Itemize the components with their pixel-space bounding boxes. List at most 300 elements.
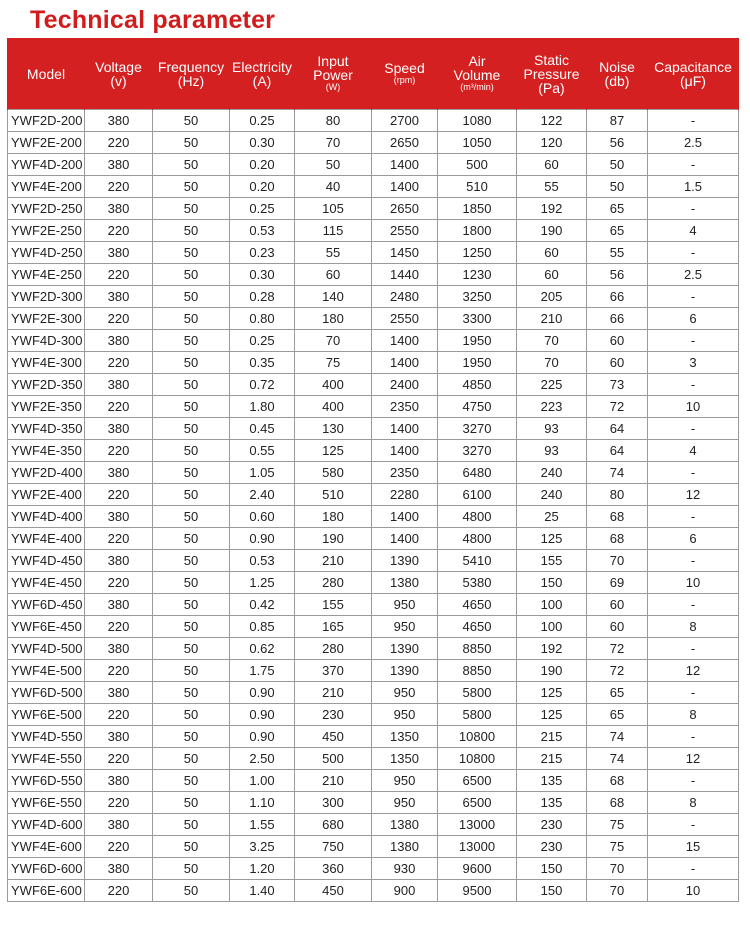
table-cell: 60 — [587, 352, 648, 374]
table-cell: 380 — [85, 594, 153, 616]
table-cell: 950 — [372, 682, 438, 704]
column-header-unit: (W) — [325, 82, 341, 92]
table-cell: 1.00 — [230, 770, 295, 792]
table-cell: - — [648, 286, 739, 308]
table-cell: 2280 — [372, 484, 438, 506]
table-cell: 380 — [85, 462, 153, 484]
table-cell: 1950 — [438, 330, 517, 352]
model-cell: YWF4E-550 — [8, 748, 85, 770]
column-header-label: Pressure — [523, 65, 580, 82]
table-header-row — [8, 38, 739, 110]
table-cell: 9600 — [438, 858, 517, 880]
table-cell: 220 — [85, 572, 153, 594]
table-cell: 10 — [648, 880, 739, 902]
table-cell: 0.90 — [230, 682, 295, 704]
table-row — [8, 858, 739, 880]
table-cell: 4800 — [438, 506, 517, 528]
table-cell: 0.90 — [230, 528, 295, 550]
column-header-unit: (v) — [110, 72, 127, 89]
table-cell: 0.55 — [230, 440, 295, 462]
table-cell: 215 — [517, 748, 587, 770]
table-cell: 75 — [587, 836, 648, 858]
table-row — [8, 682, 739, 704]
table-cell: 125 — [295, 440, 372, 462]
table-cell: - — [648, 638, 739, 660]
table-cell: 10 — [648, 396, 739, 418]
model-cell: YWF4D-550 — [8, 726, 85, 748]
model-cell: YWF6E-450 — [8, 616, 85, 638]
table-cell: 580 — [295, 462, 372, 484]
table-cell: 68 — [587, 506, 648, 528]
table-cell: 125 — [517, 682, 587, 704]
table-cell: 450 — [295, 880, 372, 902]
table-cell: 9500 — [438, 880, 517, 902]
column-header-unit: (Pa) — [538, 79, 565, 96]
table-row — [8, 110, 739, 132]
table-cell: 70 — [295, 132, 372, 154]
table-cell: 50 — [153, 308, 230, 330]
table-cell: 450 — [295, 726, 372, 748]
table-cell: 8 — [648, 704, 739, 726]
table-cell: 50 — [153, 770, 230, 792]
table-cell: 230 — [295, 704, 372, 726]
table-cell: 225 — [517, 374, 587, 396]
table-cell: 50 — [587, 176, 648, 198]
model-cell: YWF2D-300 — [8, 286, 85, 308]
table-cell: 220 — [85, 528, 153, 550]
table-cell: 68 — [587, 770, 648, 792]
table-cell: 135 — [517, 770, 587, 792]
table-cell: 380 — [85, 506, 153, 528]
table-row — [8, 374, 739, 396]
table-cell: 192 — [517, 198, 587, 220]
table-cell: 50 — [153, 594, 230, 616]
model-cell: YWF4D-450 — [8, 550, 85, 572]
table-cell: 70 — [587, 880, 648, 902]
table-cell: 56 — [587, 264, 648, 286]
table-cell: 0.90 — [230, 726, 295, 748]
table-cell: 74 — [587, 726, 648, 748]
table-cell: 1400 — [372, 352, 438, 374]
table-cell: 0.80 — [230, 308, 295, 330]
table-row — [8, 770, 739, 792]
table-cell: 380 — [85, 858, 153, 880]
model-cell: YWF6D-600 — [8, 858, 85, 880]
model-cell: YWF6D-450 — [8, 594, 85, 616]
table-cell: 1.05 — [230, 462, 295, 484]
table-cell: 2.40 — [230, 484, 295, 506]
table-cell: 240 — [517, 484, 587, 506]
column-header — [587, 38, 648, 110]
table-cell: 3 — [648, 352, 739, 374]
table-cell: 64 — [587, 440, 648, 462]
model-cell: YWF4E-250 — [8, 264, 85, 286]
table-cell: 68 — [587, 792, 648, 814]
table-cell: 220 — [85, 264, 153, 286]
table-cell: 950 — [372, 616, 438, 638]
table-row — [8, 198, 739, 220]
table-row — [8, 462, 739, 484]
table-cell: 220 — [85, 352, 153, 374]
table-cell: 510 — [295, 484, 372, 506]
table-cell: 75 — [295, 352, 372, 374]
table-row — [8, 704, 739, 726]
table-cell: 2350 — [372, 396, 438, 418]
table-cell: 180 — [295, 308, 372, 330]
table-cell: 50 — [153, 176, 230, 198]
table-cell: 220 — [85, 616, 153, 638]
table-cell: 3250 — [438, 286, 517, 308]
table-cell: 73 — [587, 374, 648, 396]
table-row — [8, 594, 739, 616]
table-cell: 930 — [372, 858, 438, 880]
table-cell: - — [648, 418, 739, 440]
table-row — [8, 836, 739, 858]
table-row — [8, 550, 739, 572]
table-cell: 1250 — [438, 242, 517, 264]
table-cell: 50 — [153, 242, 230, 264]
column-header-unit: (A) — [252, 72, 272, 89]
table-cell: 3.25 — [230, 836, 295, 858]
table-cell: 210 — [517, 308, 587, 330]
column-header — [153, 38, 230, 110]
table-row — [8, 176, 739, 198]
table-cell: 50 — [153, 396, 230, 418]
column-header — [8, 38, 85, 110]
column-header-label: Speed — [384, 60, 425, 76]
table-cell: 135 — [517, 792, 587, 814]
table-cell: 50 — [153, 418, 230, 440]
column-header-label: Power — [313, 67, 353, 83]
table-cell: 70 — [517, 330, 587, 352]
table-cell: 72 — [587, 396, 648, 418]
table-cell: 70 — [517, 352, 587, 374]
table-cell: 125 — [517, 528, 587, 550]
model-cell: YWF6E-600 — [8, 880, 85, 902]
table-cell: 8850 — [438, 660, 517, 682]
table-row — [8, 308, 739, 330]
table-cell: 65 — [587, 220, 648, 242]
table-cell: 190 — [295, 528, 372, 550]
table-cell: 0.45 — [230, 418, 295, 440]
table-cell: 4800 — [438, 528, 517, 550]
table-cell: 40 — [295, 176, 372, 198]
table-cell: 210 — [295, 682, 372, 704]
table-cell: 1080 — [438, 110, 517, 132]
table-cell: 50 — [153, 220, 230, 242]
table-cell: 2480 — [372, 286, 438, 308]
table-row — [8, 880, 739, 902]
table-cell: 0.85 — [230, 616, 295, 638]
column-header — [372, 38, 438, 110]
table-cell: 65 — [587, 704, 648, 726]
table-cell: 1390 — [372, 638, 438, 660]
table-row — [8, 638, 739, 660]
table-cell: 1.40 — [230, 880, 295, 902]
table-cell: 50 — [153, 836, 230, 858]
model-cell: YWF2D-350 — [8, 374, 85, 396]
table-cell: 1400 — [372, 440, 438, 462]
table-cell: 50 — [153, 704, 230, 726]
column-header — [648, 38, 739, 110]
table-cell: 0.25 — [230, 198, 295, 220]
page-title: Technical parameter — [30, 6, 276, 34]
column-header-label: Input — [317, 53, 349, 69]
table-cell: 4850 — [438, 374, 517, 396]
table-cell: 50 — [153, 286, 230, 308]
table-cell: 50 — [153, 660, 230, 682]
table-cell: 50 — [153, 638, 230, 660]
table-cell: 10 — [648, 572, 739, 594]
table-cell: 50 — [153, 506, 230, 528]
table-cell: 12 — [648, 748, 739, 770]
table-row — [8, 814, 739, 836]
table-cell: 380 — [85, 110, 153, 132]
table-cell: 1380 — [372, 836, 438, 858]
table-cell: 380 — [85, 418, 153, 440]
table-cell: 190 — [517, 660, 587, 682]
table-cell: 12 — [648, 660, 739, 682]
table-cell: 130 — [295, 418, 372, 440]
table-cell: 1350 — [372, 748, 438, 770]
table-cell: 0.62 — [230, 638, 295, 660]
table-cell: 12 — [648, 484, 739, 506]
model-cell: YWF2D-250 — [8, 198, 85, 220]
table-cell: 950 — [372, 770, 438, 792]
table-cell: 1400 — [372, 176, 438, 198]
model-cell: YWF2E-400 — [8, 484, 85, 506]
model-cell: YWF2E-250 — [8, 220, 85, 242]
model-cell: YWF2E-350 — [8, 396, 85, 418]
table-cell: 0.72 — [230, 374, 295, 396]
table-row — [8, 528, 739, 550]
column-header — [517, 38, 587, 110]
table-cell: 2.5 — [648, 264, 739, 286]
table-cell: 1440 — [372, 264, 438, 286]
table-cell: 1.25 — [230, 572, 295, 594]
table-cell: 1.10 — [230, 792, 295, 814]
model-cell: YWF4E-200 — [8, 176, 85, 198]
table-cell: 66 — [587, 286, 648, 308]
table-cell: 25 — [517, 506, 587, 528]
table-cell: 500 — [295, 748, 372, 770]
table-cell: 0.30 — [230, 264, 295, 286]
table-cell: 150 — [517, 572, 587, 594]
table-cell: 1400 — [372, 418, 438, 440]
table-cell: 8 — [648, 616, 739, 638]
table-cell: 1950 — [438, 352, 517, 374]
model-cell: YWF4E-350 — [8, 440, 85, 462]
table-row — [8, 748, 739, 770]
column-header-unit: (db) — [604, 72, 630, 89]
table-cell: 400 — [295, 396, 372, 418]
table-cell: 2.50 — [230, 748, 295, 770]
table-cell: - — [648, 110, 739, 132]
model-cell: YWF4E-600 — [8, 836, 85, 858]
model-cell: YWF2E-200 — [8, 132, 85, 154]
table-cell: 105 — [295, 198, 372, 220]
model-cell: YWF2D-200 — [8, 110, 85, 132]
table-cell: 0.28 — [230, 286, 295, 308]
model-cell: YWF4E-400 — [8, 528, 85, 550]
table-row — [8, 792, 739, 814]
column-header-label: Electricity — [232, 58, 292, 75]
table-cell: 680 — [295, 814, 372, 836]
table-cell: 1400 — [372, 528, 438, 550]
table-cell: 380 — [85, 682, 153, 704]
table-cell: 205 — [517, 286, 587, 308]
table-cell: 3300 — [438, 308, 517, 330]
table-cell: 210 — [295, 770, 372, 792]
table-cell: 155 — [295, 594, 372, 616]
table-cell: 380 — [85, 330, 153, 352]
table-cell: 100 — [517, 594, 587, 616]
table-cell: 380 — [85, 242, 153, 264]
table-cell: 4650 — [438, 594, 517, 616]
model-cell: YWF6E-550 — [8, 792, 85, 814]
table-cell: 70 — [587, 858, 648, 880]
table-cell: 220 — [85, 660, 153, 682]
table-cell: 72 — [587, 660, 648, 682]
column-header — [85, 38, 153, 110]
table-cell: 0.53 — [230, 550, 295, 572]
table-row — [8, 418, 739, 440]
table-cell: 2550 — [372, 308, 438, 330]
table-cell: 370 — [295, 660, 372, 682]
table-cell: 0.25 — [230, 110, 295, 132]
table-cell: 950 — [372, 792, 438, 814]
table-cell: 230 — [517, 836, 587, 858]
table-row — [8, 220, 739, 242]
table-cell: 75 — [587, 814, 648, 836]
table-cell: 2650 — [372, 132, 438, 154]
table-cell: 60 — [517, 242, 587, 264]
table-cell: 55 — [587, 242, 648, 264]
table-cell: 87 — [587, 110, 648, 132]
table-cell: 220 — [85, 440, 153, 462]
table-cell: 13000 — [438, 836, 517, 858]
table-cell: 1050 — [438, 132, 517, 154]
table-cell: 50 — [153, 858, 230, 880]
table-cell: 220 — [85, 220, 153, 242]
table-cell: 280 — [295, 638, 372, 660]
table-cell: 80 — [295, 110, 372, 132]
table-cell: 60 — [517, 264, 587, 286]
table-cell: 0.90 — [230, 704, 295, 726]
table-cell: 220 — [85, 396, 153, 418]
table-cell: 50 — [153, 132, 230, 154]
model-cell: YWF2D-400 — [8, 462, 85, 484]
table-cell: - — [648, 814, 739, 836]
table-cell: 60 — [517, 154, 587, 176]
table-cell: 360 — [295, 858, 372, 880]
table-cell: 6100 — [438, 484, 517, 506]
table-cell: 50 — [153, 462, 230, 484]
table-cell: 380 — [85, 814, 153, 836]
table-cell: 140 — [295, 286, 372, 308]
table-cell: 220 — [85, 836, 153, 858]
table-cell: - — [648, 550, 739, 572]
table-row — [8, 352, 739, 374]
table-cell: 2550 — [372, 220, 438, 242]
table-cell: 150 — [517, 880, 587, 902]
table-cell: 220 — [85, 792, 153, 814]
table-cell: - — [648, 506, 739, 528]
table-cell: 80 — [587, 484, 648, 506]
table-cell: 220 — [85, 748, 153, 770]
table-cell: 56 — [587, 132, 648, 154]
table-cell: 70 — [295, 330, 372, 352]
table-cell: 3270 — [438, 418, 517, 440]
model-cell: YWF4D-200 — [8, 154, 85, 176]
column-header-unit: (μF) — [680, 72, 706, 89]
table-cell: 69 — [587, 572, 648, 594]
column-header — [230, 38, 295, 110]
table-cell: - — [648, 330, 739, 352]
table-cell: 240 — [517, 462, 587, 484]
table-cell: 72 — [587, 638, 648, 660]
table-cell: 900 — [372, 880, 438, 902]
table-cell: 13000 — [438, 814, 517, 836]
table-cell: 0.53 — [230, 220, 295, 242]
table-cell: 380 — [85, 286, 153, 308]
column-header-unit: (rpm) — [393, 75, 416, 85]
table-cell: 2400 — [372, 374, 438, 396]
table-row — [8, 330, 739, 352]
column-header-label: Voltage — [95, 58, 142, 75]
table-cell: 0.23 — [230, 242, 295, 264]
table-cell: 50 — [153, 528, 230, 550]
table-cell: 380 — [85, 726, 153, 748]
table-cell: 2350 — [372, 462, 438, 484]
table-cell: 210 — [295, 550, 372, 572]
column-header-label: Air — [468, 53, 486, 69]
table-cell: 50 — [153, 748, 230, 770]
table-cell: 50 — [153, 682, 230, 704]
table-cell: 500 — [438, 154, 517, 176]
table-cell: 1.75 — [230, 660, 295, 682]
table-cell: 0.60 — [230, 506, 295, 528]
table-cell: 220 — [85, 176, 153, 198]
table-row — [8, 286, 739, 308]
table-row — [8, 242, 739, 264]
table-cell: - — [648, 198, 739, 220]
table-cell: 50 — [153, 814, 230, 836]
model-cell: YWF4E-500 — [8, 660, 85, 682]
table-cell: 1380 — [372, 572, 438, 594]
model-cell: YWF4D-400 — [8, 506, 85, 528]
table-row — [8, 506, 739, 528]
table-cell: 5800 — [438, 682, 517, 704]
table-cell: - — [648, 594, 739, 616]
table-cell: 125 — [517, 704, 587, 726]
table-cell: 1450 — [372, 242, 438, 264]
table-cell: 55 — [517, 176, 587, 198]
table-cell: 1400 — [372, 506, 438, 528]
table-row — [8, 396, 739, 418]
table-cell: 0.42 — [230, 594, 295, 616]
table-row — [8, 572, 739, 594]
table-row — [8, 154, 739, 176]
table-cell: 0.20 — [230, 176, 295, 198]
table-cell: 220 — [85, 308, 153, 330]
table-row — [8, 660, 739, 682]
table-cell: 5380 — [438, 572, 517, 594]
table-cell: 1230 — [438, 264, 517, 286]
table-cell: 1.80 — [230, 396, 295, 418]
table-body — [8, 110, 739, 902]
table-cell: 220 — [85, 880, 153, 902]
